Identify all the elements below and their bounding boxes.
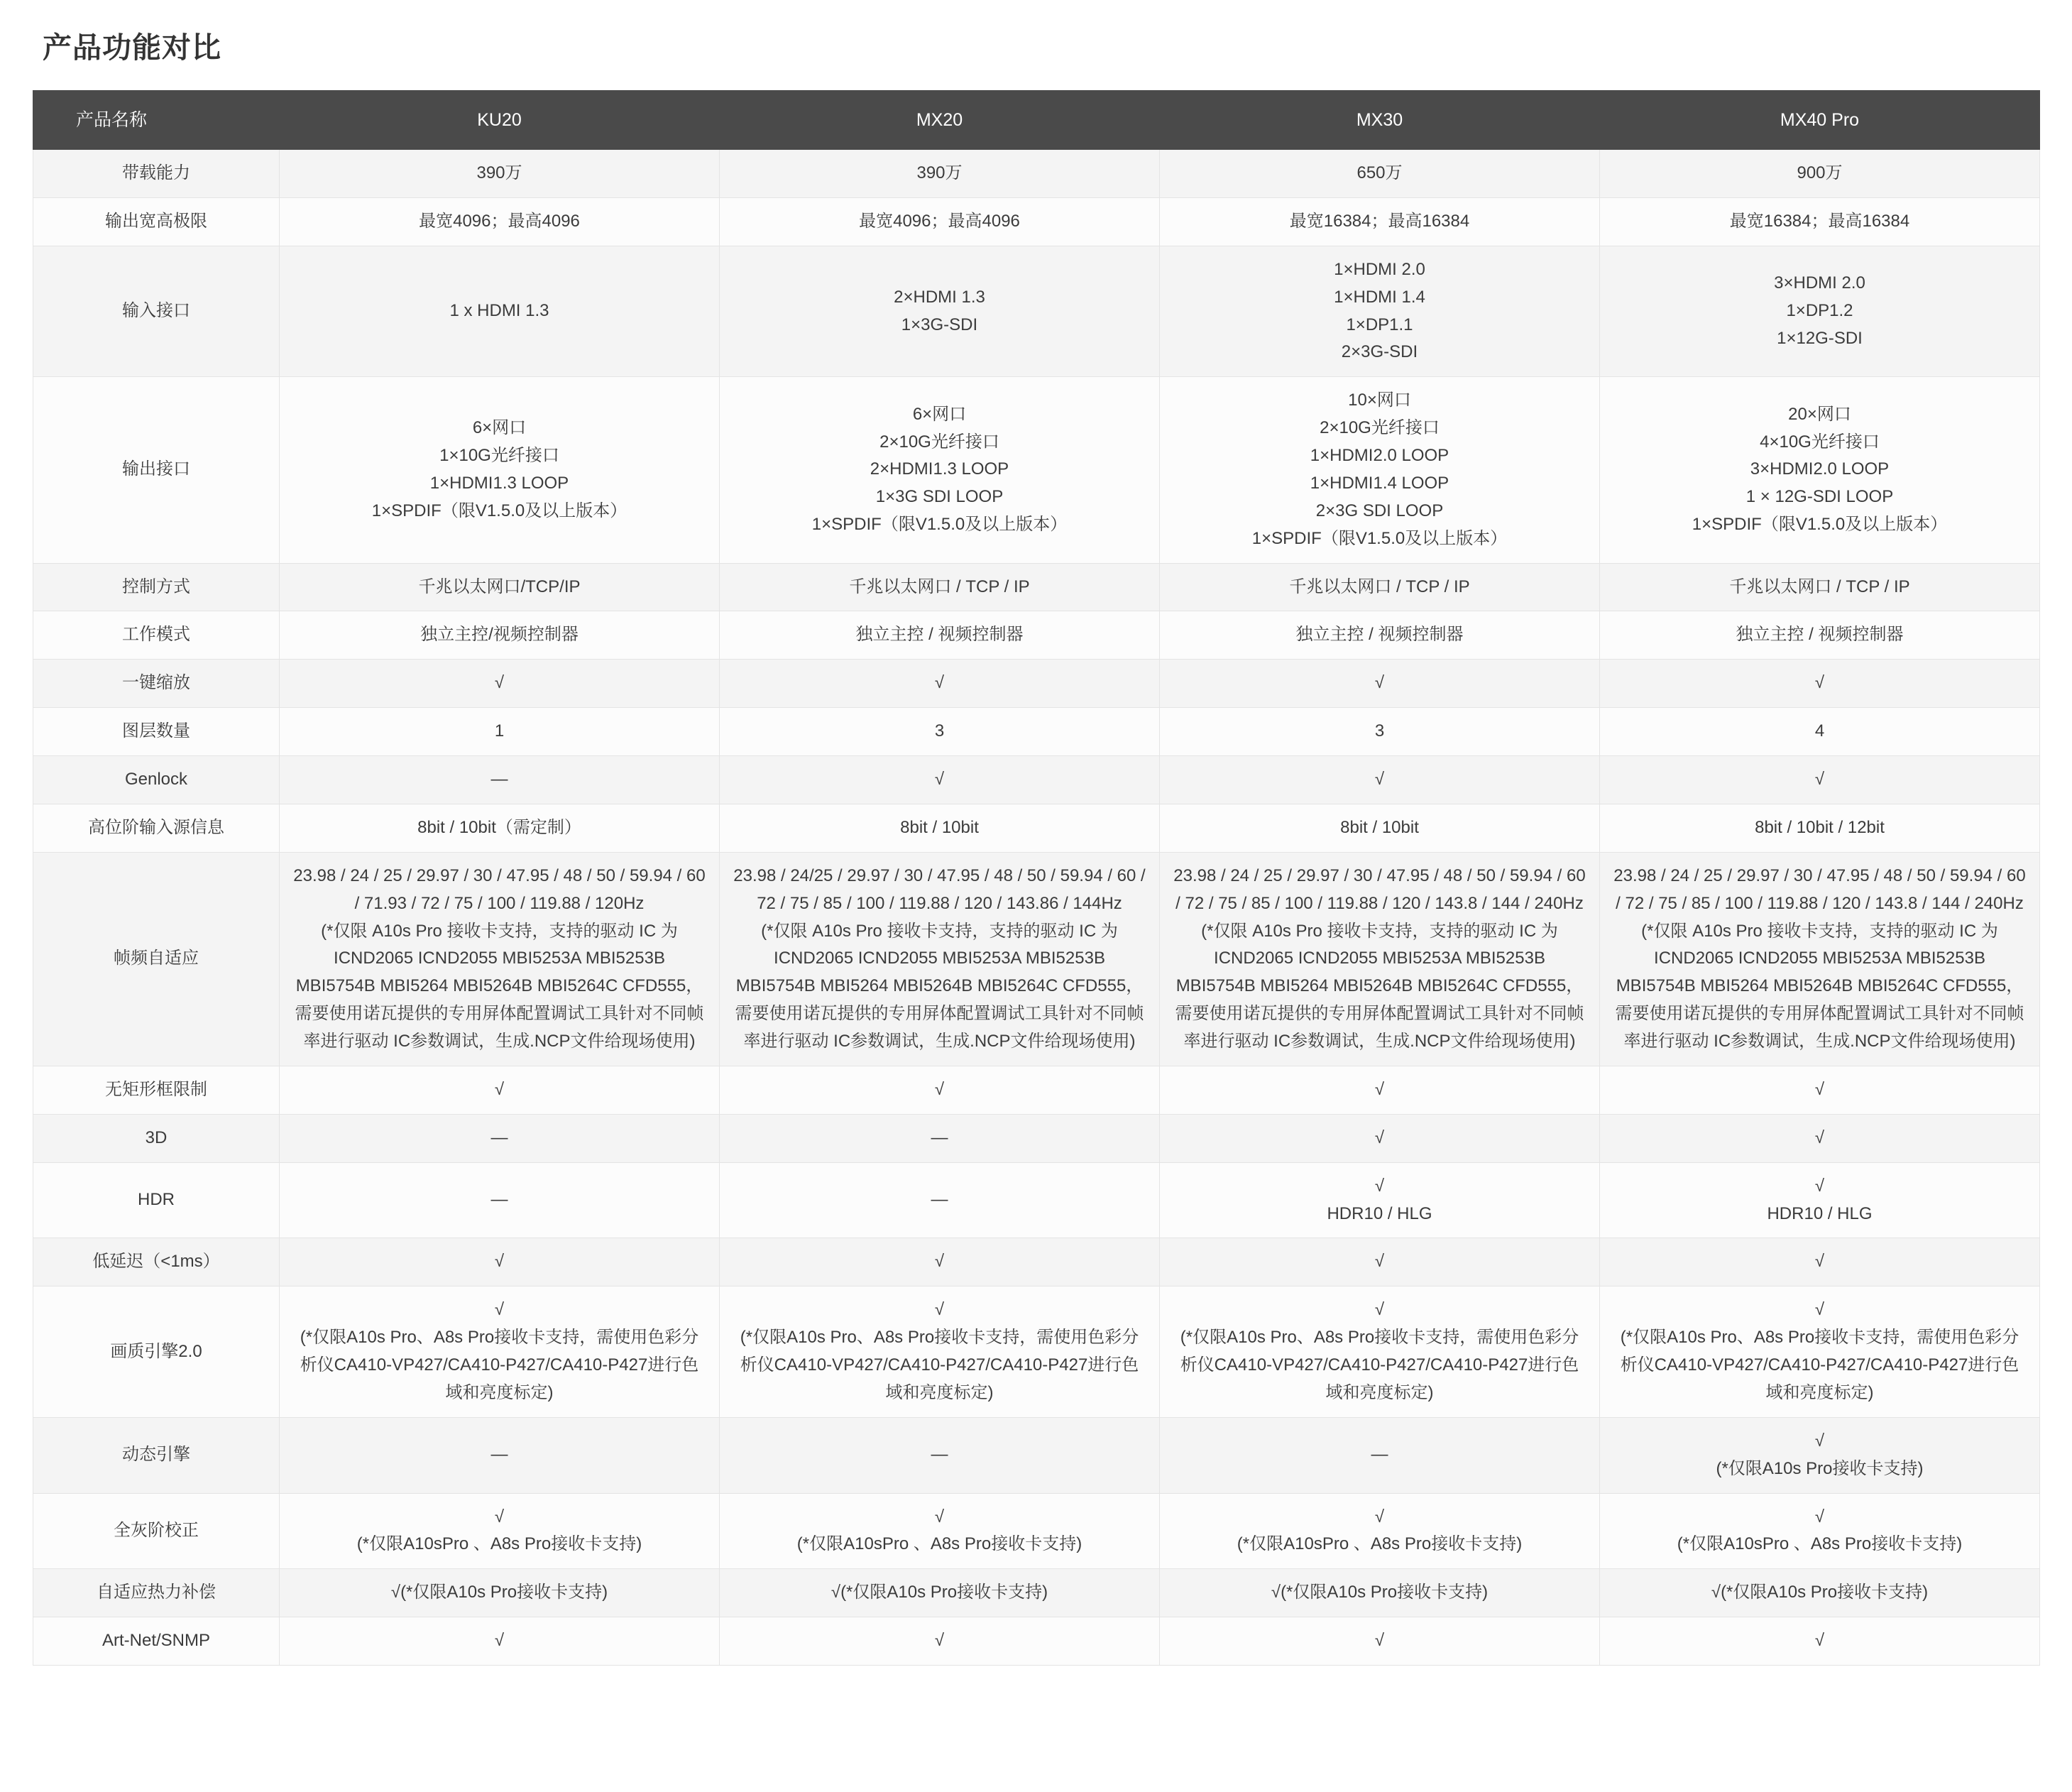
table-cell: 最宽4096；最高4096	[720, 197, 1160, 246]
table-cell: √ (*仅限A10sPro 、A8s Pro接收卡支持)	[280, 1493, 720, 1569]
row-label: 工作模式	[33, 611, 280, 660]
table-cell: 23.98 / 24 / 25 / 29.97 / 30 / 47.95 / 48 / 50 / 59.94 / 60 / 72 / 75 / 85 / 100 / 119.88 / 120 / 143.8 / 144 / 240Hz (*仅限 A10s Pro 接收卡支持，支持的驱动 IC 为 ICND2065 ICND2055 MBI5253A MBI5253B MBI5754B MBI5264 MBI5264B MBI5264C CFD555，需要使用诺瓦提供的专用屏体配置调试工具针对不同帧率进行驱动 IC参数调试，生成.NCP文件给现场使用)	[1600, 852, 2040, 1066]
table-cell: 1×HDMI 2.0 1×HDMI 1.4 1×DP1.1 2×3G-SDI	[1160, 246, 1600, 377]
table-cell: √ (*仅限A10s Pro接收卡支持)	[1600, 1417, 2040, 1493]
table-cell: 390万	[280, 150, 720, 198]
table-cell: √ HDR10 / HLG	[1160, 1162, 1600, 1238]
table-cell: √	[280, 1066, 720, 1114]
table-cell: √	[1160, 1114, 1600, 1162]
table-cell: 1 x HDMI 1.3	[280, 246, 720, 377]
table-cell: √	[1160, 660, 1600, 708]
table-cell: √ (*仅限A10sPro 、A8s Pro接收卡支持)	[1600, 1493, 2040, 1569]
table-cell: √ (*仅限A10sPro 、A8s Pro接收卡支持)	[720, 1493, 1160, 1569]
table-row	[33, 246, 2040, 377]
table-cell: √	[1600, 660, 2040, 708]
table-row	[33, 1066, 2040, 1114]
table-row	[33, 611, 2040, 660]
table-row	[33, 563, 2040, 611]
row-label: 3D	[33, 1114, 280, 1162]
row-label: 输入接口	[33, 246, 280, 377]
table-row	[33, 150, 2040, 198]
table-cell: 23.98 / 24 / 25 / 29.97 / 30 / 47.95 / 48 / 50 / 59.94 / 60 / 71.93 / 72 / 75 / 100 / 119.88 / 120Hz (*仅限 A10s Pro 接收卡支持，支持的驱动 IC 为 ICND2065 ICND2055 MBI5253A MBI5253B MBI5754B MBI5264 MBI5264B MBI5264C CFD555，需要使用诺瓦提供的专用屏体配置调试工具针对不同帧率进行驱动 IC参数调试，生成.NCP文件给现场使用)	[280, 852, 720, 1066]
table-cell: 23.98 / 24 / 25 / 29.97 / 30 / 47.95 / 48 / 50 / 59.94 / 60 / 72 / 75 / 85 / 100 / 119.88 / 120 / 143.8 / 144 / 240Hz (*仅限 A10s Pro 接收卡支持，支持的驱动 IC 为 ICND2065 ICND2055 MBI5253A MBI5253B MBI5754B MBI5264 MBI5264B MBI5264C CFD555，需要使用诺瓦提供的专用屏体配置调试工具针对不同帧率进行驱动 IC参数调试，生成.NCP文件给现场使用)	[1160, 852, 1600, 1066]
table-cell: 10×网口 2×10G光纤接口 1×HDMI2.0 LOOP 1×HDMI1.4 LOOP 2×3G SDI LOOP 1×SPDIF（限V1.5.0及以上版本）	[1160, 377, 1600, 563]
table-row	[33, 197, 2040, 246]
row-label: 输出宽高极限	[33, 197, 280, 246]
table-cell: 8bit / 10bit（需定制）	[280, 804, 720, 852]
table-cell: —	[280, 1114, 720, 1162]
table-row	[33, 708, 2040, 756]
table-cell: √	[720, 1617, 1160, 1666]
table-cell: √	[280, 1617, 720, 1666]
table-cell: √	[720, 1238, 1160, 1286]
table-row	[33, 756, 2040, 804]
table-cell: √	[280, 660, 720, 708]
table-cell: —	[280, 756, 720, 804]
table-row	[33, 1286, 2040, 1418]
table-cell: 独立主控/视频控制器	[280, 611, 720, 660]
table-cell: 8bit / 10bit	[1160, 804, 1600, 852]
page-title: 产品功能对比	[43, 31, 221, 64]
row-label: 画质引擎2.0	[33, 1286, 280, 1418]
table-cell: —	[280, 1417, 720, 1493]
table-row	[33, 1238, 2040, 1286]
table-row	[33, 1417, 2040, 1493]
table-body	[33, 150, 2040, 1666]
table-cell: 千兆以太网口/TCP/IP	[280, 563, 720, 611]
column-header-mx30: MX30	[1160, 91, 1600, 150]
row-label: 输出接口	[33, 377, 280, 563]
table-cell: 23.98 / 24/25 / 29.97 / 30 / 47.95 / 48 / 50 / 59.94 / 60 / 72 / 75 / 85 / 100 / 119.88 / 120 / 143.86 / 144Hz (*仅限 A10s Pro 接收卡支持，支持的驱动 IC 为 ICND2065 ICND2055 MBI5253A MBI5253B MBI5754B MBI5264 MBI5264B MBI5264C CFD555，需要使用诺瓦提供的专用屏体配置调试工具针对不同帧率进行驱动 IC参数调试，生成.NCP文件给现场使用)	[720, 852, 1160, 1066]
table-cell: 3	[1160, 708, 1600, 756]
table-cell: √	[1600, 756, 2040, 804]
table-cell: √ (*仅限A10s Pro、A8s Pro接收卡支持，需使用色彩分析仪CA410-VP427/CA410-P427/CA410-P427进行色域和亮度标定)	[1600, 1286, 2040, 1418]
table-cell: √	[1600, 1617, 2040, 1666]
table-cell: √ (*仅限A10s Pro、A8s Pro接收卡支持，需使用色彩分析仪CA410-VP427/CA410-P427/CA410-P427进行色域和亮度标定)	[720, 1286, 1160, 1418]
table-row	[33, 1493, 2040, 1569]
table-cell: √	[1600, 1238, 2040, 1286]
row-label: 高位阶输入源信息	[33, 804, 280, 852]
table-cell: √ HDR10 / HLG	[1600, 1162, 2040, 1238]
table-cell: 20×网口 4×10G光纤接口 3×HDMI2.0 LOOP 1 × 12G-SDI LOOP 1×SPDIF（限V1.5.0及以上版本）	[1600, 377, 2040, 563]
table-cell: √(*仅限A10s Pro接收卡支持)	[280, 1569, 720, 1617]
row-label: 一键缩放	[33, 660, 280, 708]
row-label: Art-Net/SNMP	[33, 1617, 280, 1666]
table-cell: 千兆以太网口 / TCP / IP	[720, 563, 1160, 611]
row-label: 低延迟（<1ms）	[33, 1238, 280, 1286]
table-row	[33, 804, 2040, 852]
table-cell: 8bit / 10bit	[720, 804, 1160, 852]
table-cell: —	[720, 1162, 1160, 1238]
table-cell: √	[720, 1066, 1160, 1114]
table-cell: —	[720, 1417, 1160, 1493]
table-row	[33, 1569, 2040, 1617]
column-header-product-name: 产品名称	[33, 91, 280, 150]
row-label: 带载能力	[33, 150, 280, 198]
row-label: Genlock	[33, 756, 280, 804]
table-cell: √ (*仅限A10s Pro、A8s Pro接收卡支持，需使用色彩分析仪CA410-VP427/CA410-P427/CA410-P427进行色域和亮度标定)	[280, 1286, 720, 1418]
table-cell: √(*仅限A10s Pro接收卡支持)	[1600, 1569, 2040, 1617]
table-header-row	[33, 91, 2040, 150]
table-row	[33, 852, 2040, 1066]
table-cell: 1	[280, 708, 720, 756]
table-cell: 2×HDMI 1.3 1×3G-SDI	[720, 246, 1160, 377]
product-comparison-table	[33, 90, 2040, 1666]
row-label: 控制方式	[33, 563, 280, 611]
table-cell: √(*仅限A10s Pro接收卡支持)	[720, 1569, 1160, 1617]
table-cell: √(*仅限A10s Pro接收卡支持)	[1160, 1569, 1600, 1617]
table-cell: √	[720, 660, 1160, 708]
table-row	[33, 1617, 2040, 1666]
table-cell: 650万	[1160, 150, 1600, 198]
row-label: 图层数量	[33, 708, 280, 756]
column-header-mx20: MX20	[720, 91, 1160, 150]
table-cell: √ (*仅限A10s Pro、A8s Pro接收卡支持，需使用色彩分析仪CA410-VP427/CA410-P427/CA410-P427进行色域和亮度标定)	[1160, 1286, 1600, 1418]
table-cell: 最宽16384；最高16384	[1160, 197, 1600, 246]
table-cell: 独立主控 / 视频控制器	[1160, 611, 1600, 660]
table-cell: 3	[720, 708, 1160, 756]
table-cell: √	[1160, 1238, 1600, 1286]
table-row	[33, 1114, 2040, 1162]
table-cell: 8bit / 10bit / 12bit	[1600, 804, 2040, 852]
table-cell: 千兆以太网口 / TCP / IP	[1160, 563, 1600, 611]
table-row	[33, 660, 2040, 708]
table-cell: 千兆以太网口 / TCP / IP	[1600, 563, 2040, 611]
table-cell: 390万	[720, 150, 1160, 198]
table-cell: 6×网口 1×10G光纤接口 1×HDMI1.3 LOOP 1×SPDIF（限V1.5.0及以上版本）	[280, 377, 720, 563]
table-cell: —	[1160, 1417, 1600, 1493]
table-cell: √	[1160, 1066, 1600, 1114]
table-cell: 6×网口 2×10G光纤接口 2×HDMI1.3 LOOP 1×3G SDI LOOP 1×SPDIF（限V1.5.0及以上版本）	[720, 377, 1160, 563]
row-label: 无矩形框限制	[33, 1066, 280, 1114]
table-cell: 独立主控 / 视频控制器	[1600, 611, 2040, 660]
table-cell: 4	[1600, 708, 2040, 756]
row-label: 全灰阶校正	[33, 1493, 280, 1569]
row-label: 自适应热力补偿	[33, 1569, 280, 1617]
table-row	[33, 1162, 2040, 1238]
table-cell: √	[1600, 1066, 2040, 1114]
table-cell: √	[280, 1238, 720, 1286]
column-header-mx40pro: MX40 Pro	[1600, 91, 2040, 150]
table-cell: √	[1160, 1617, 1600, 1666]
table-header	[33, 91, 2040, 150]
row-label: HDR	[33, 1162, 280, 1238]
table-cell: 900万	[1600, 150, 2040, 198]
table-cell: —	[720, 1114, 1160, 1162]
table-cell: √	[1600, 1114, 2040, 1162]
table-cell: 3×HDMI 2.0 1×DP1.2 1×12G-SDI	[1600, 246, 2040, 377]
table-cell: 最宽4096；最高4096	[280, 197, 720, 246]
row-label: 帧频自适应	[33, 852, 280, 1066]
table-cell: √	[1160, 756, 1600, 804]
table-cell: √	[720, 756, 1160, 804]
table-cell: —	[280, 1162, 720, 1238]
table-cell: 独立主控 / 视频控制器	[720, 611, 1160, 660]
table-row	[33, 377, 2040, 563]
column-header-ku20: KU20	[280, 91, 720, 150]
row-label: 动态引擎	[33, 1417, 280, 1493]
table-cell: 最宽16384；最高16384	[1600, 197, 2040, 246]
table-cell: √ (*仅限A10sPro 、A8s Pro接收卡支持)	[1160, 1493, 1600, 1569]
